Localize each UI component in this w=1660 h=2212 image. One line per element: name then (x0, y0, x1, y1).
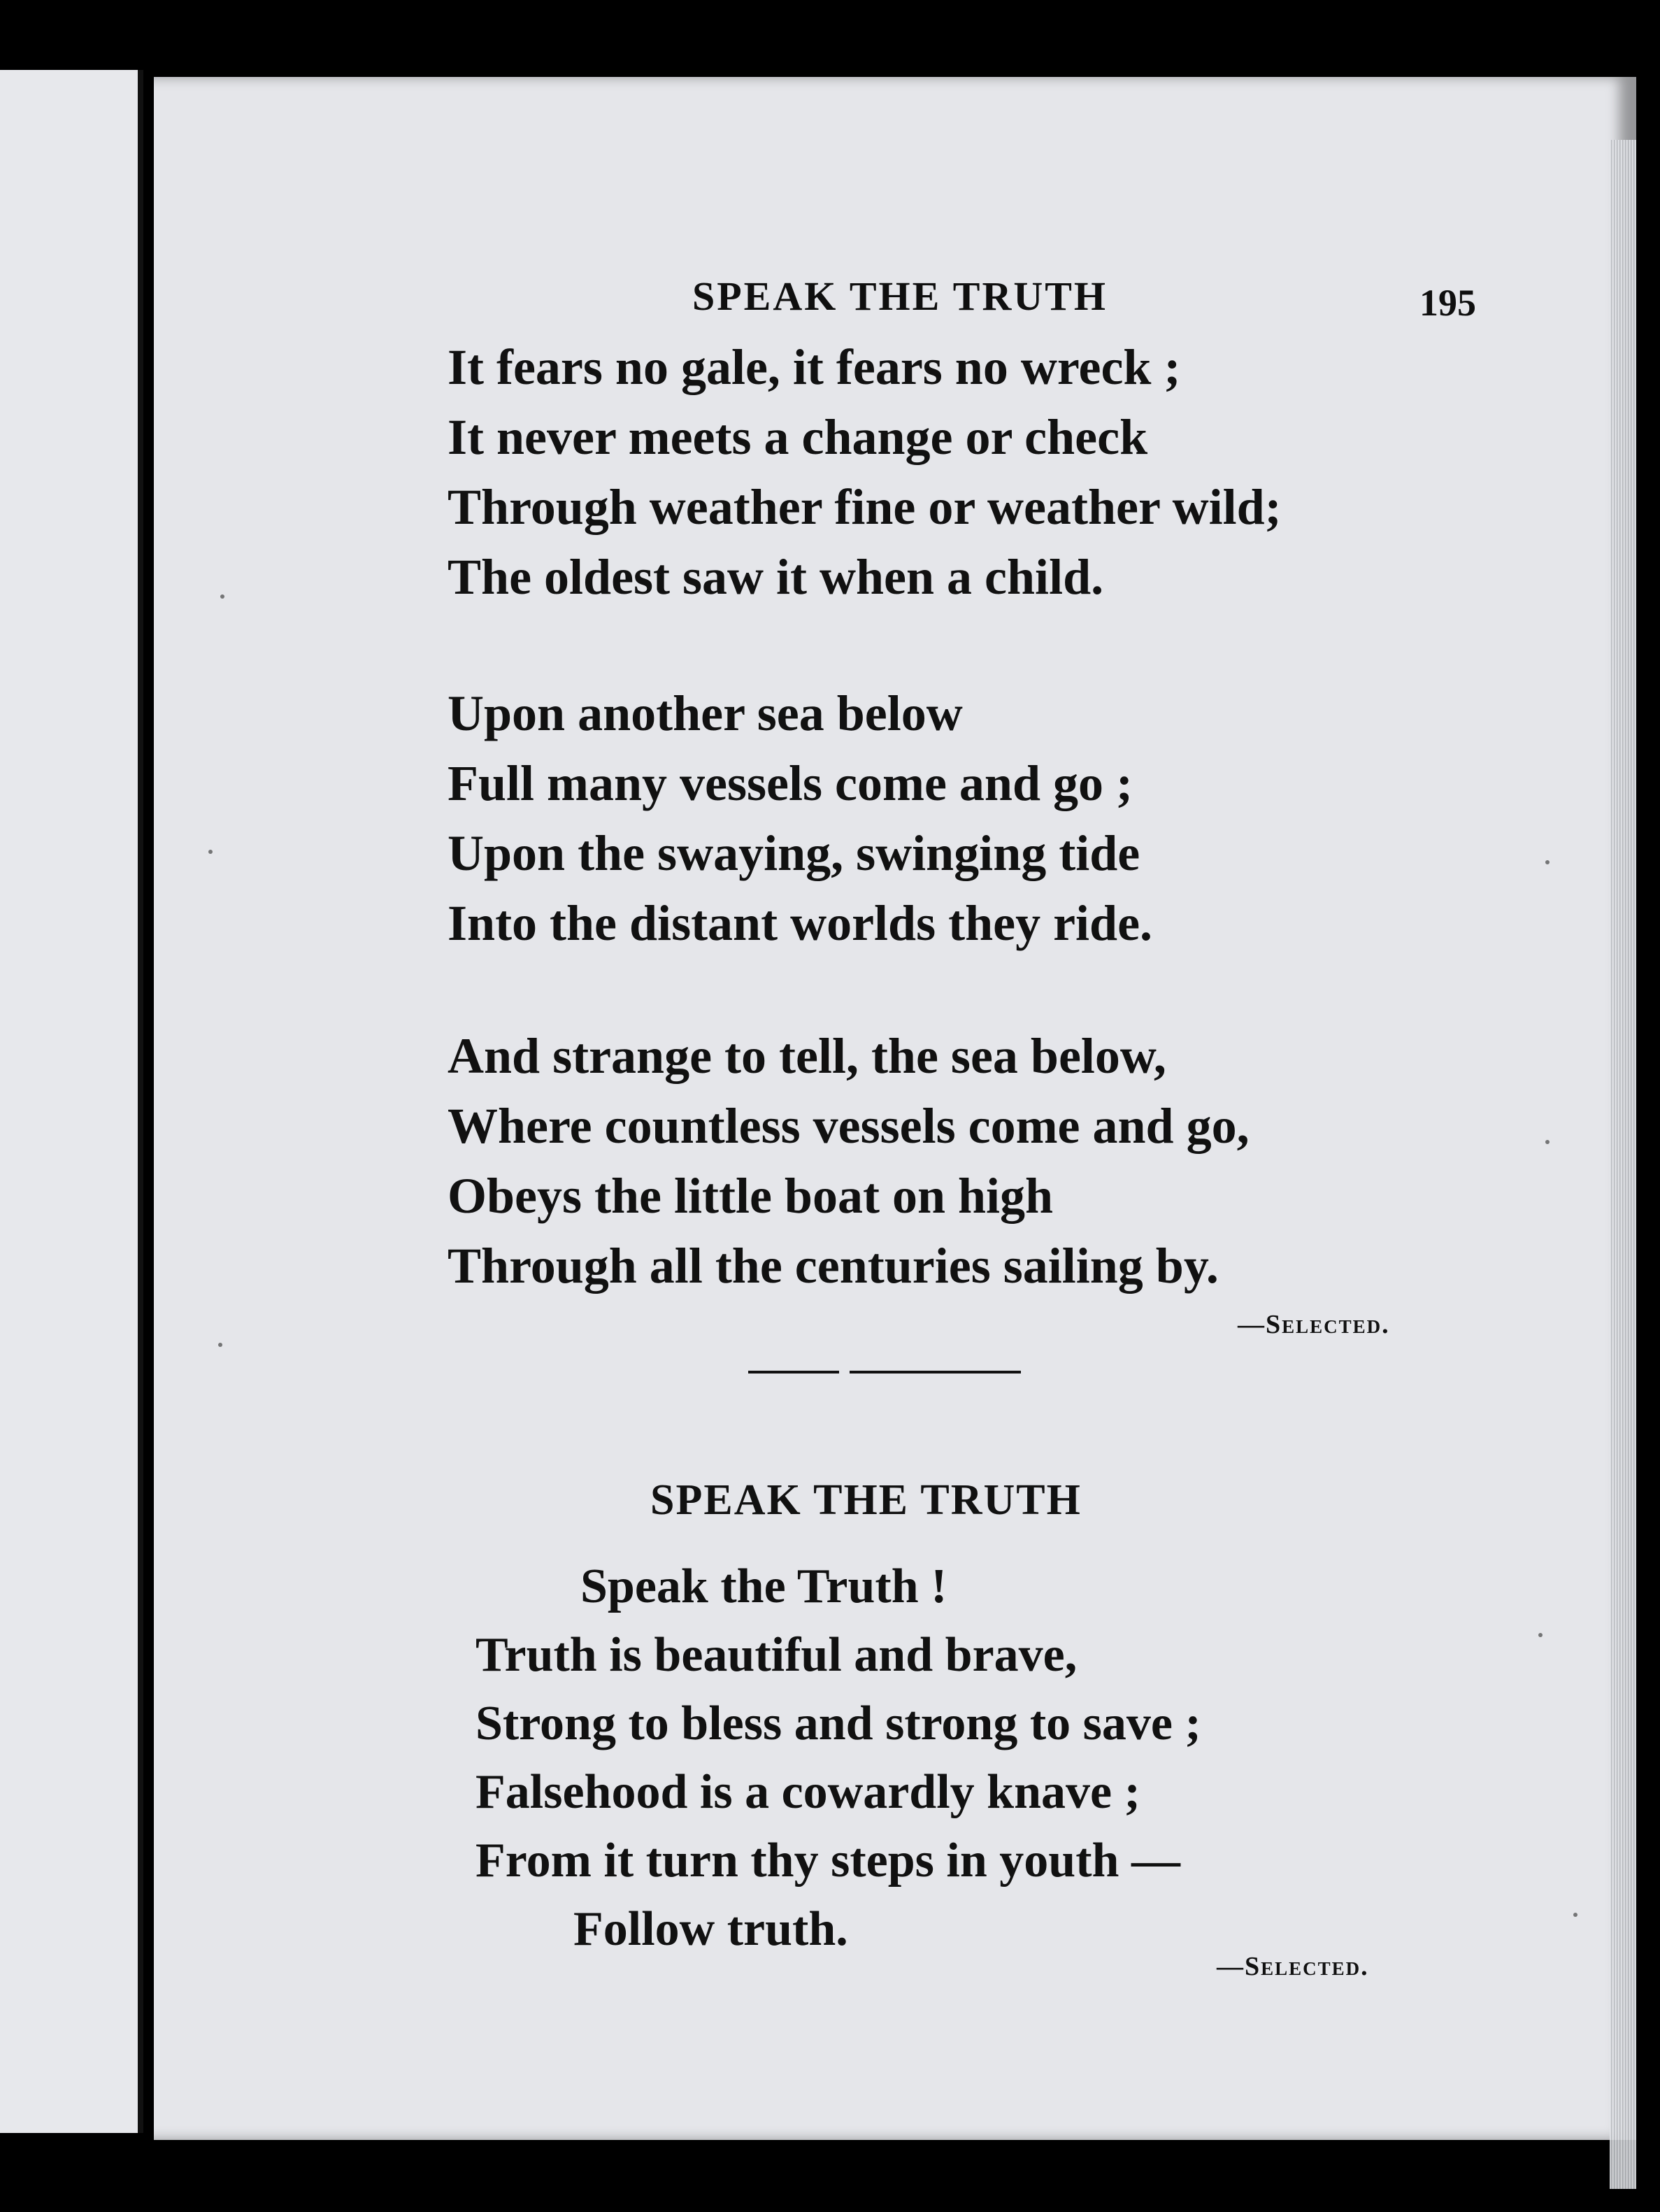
left-page-edge (0, 70, 143, 2133)
poem-two-line-4: Falsehood is a cowardly knave ; (475, 1765, 1140, 1819)
page-stack-edge (1610, 140, 1636, 2189)
section-divider-right (850, 1371, 1021, 1373)
stanza-1-line-1: It fears no gale, it fears no wreck ; (448, 339, 1181, 395)
stanza-2-line-4: Into the distant worlds they ride. (448, 895, 1153, 951)
stanza-1 (448, 332, 1461, 612)
scan-speck (1538, 1633, 1543, 1637)
stanza-2 (448, 678, 1461, 958)
book-page (154, 77, 1636, 2140)
stanza-3-line-4: Through all the centuries sailing by. (448, 1238, 1219, 1294)
poem-two-line-1: Speak the Truth ! (580, 1560, 947, 1613)
poem-two-line-6: Follow truth. (573, 1902, 848, 1956)
scan-speck (1573, 1913, 1577, 1917)
scan-speck (208, 850, 213, 854)
stanza-3-line-2: Where countless vessels come and go, (448, 1098, 1250, 1154)
stanza-3-line-3: Obeys the little boat on high (448, 1168, 1054, 1224)
scan-speck (1545, 860, 1550, 864)
stanza-3 (448, 1021, 1461, 1301)
section-divider-left (748, 1371, 839, 1373)
stanza-1-line-3: Through weather fine or weather wild; (448, 479, 1282, 535)
speak-the-truth-poem (475, 1553, 1454, 1964)
scan-speck (218, 1343, 222, 1347)
poem-one-attribution: —Selected. (1238, 1310, 1390, 1339)
poem-title: SPEAK THE TRUTH (650, 1476, 1082, 1524)
poem-two-line-2: Truth is beautiful and brave, (475, 1628, 1078, 1682)
stanza-1-line-4: The oldest saw it when a child. (448, 549, 1104, 605)
stanza-2-line-1: Upon another sea below (448, 685, 963, 741)
scan-speck (1545, 1140, 1550, 1144)
page-number: 195 (1419, 282, 1476, 324)
poem-two-line-5: From it turn thy steps in youth — (475, 1834, 1180, 1888)
poem-two-attribution: —Selected. (1217, 1952, 1369, 1981)
stanza-1-line-2: It never meets a change or check (448, 409, 1148, 465)
running-title: SPEAK THE TRUTH (692, 273, 1108, 319)
stanza-2-line-3: Upon the swaying, swinging tide (448, 825, 1140, 881)
scan-speck (220, 594, 224, 599)
stanza-3-line-1: And strange to tell, the sea below, (448, 1028, 1166, 1084)
poem-two-line-3: Strong to bless and strong to save ; (475, 1697, 1201, 1750)
stanza-2-line-2: Full many vessels come and go ; (448, 755, 1133, 811)
